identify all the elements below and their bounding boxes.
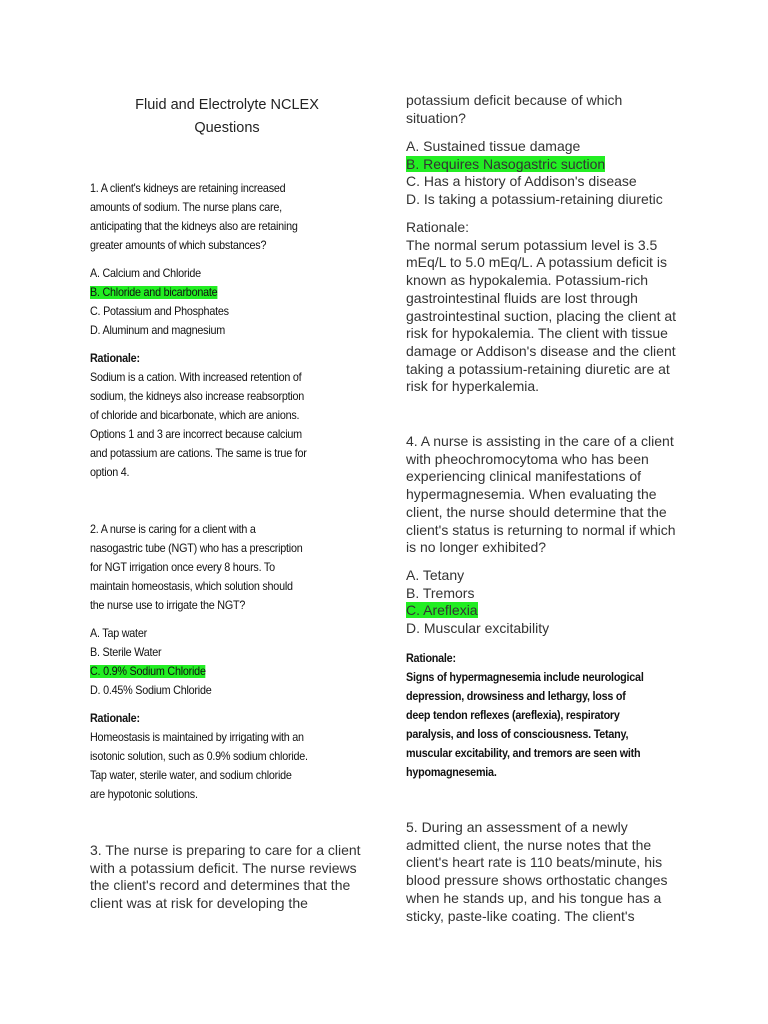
text-line	[90, 463, 307, 482]
text-line	[406, 433, 676, 451]
text-line	[406, 343, 676, 361]
answer-option	[406, 620, 549, 638]
question-3-rationale	[406, 219, 676, 396]
rationale-label	[406, 219, 676, 237]
question-4-stem	[406, 433, 676, 557]
text-line	[90, 577, 302, 596]
text-line	[406, 706, 644, 725]
text-line	[406, 725, 644, 744]
text-line	[406, 872, 667, 890]
correct-answer-highlight: B. Chloride and bicarbonate	[90, 286, 218, 299]
line-text: Sodium is a cation. With increased retention of	[90, 371, 302, 384]
text-line	[406, 325, 676, 343]
question-3-stem	[90, 842, 361, 913]
line-text: anticipating that the kidneys also are retaining	[90, 220, 298, 233]
line-text: 5. During an assessment of a newly	[406, 819, 628, 835]
line-text: the client's record and determines that the	[90, 877, 351, 894]
line-text: muscular excitability, and tremors are seen with	[406, 747, 641, 760]
line-text: client's status is returning to normal if which	[406, 521, 676, 538]
line-text: for NGT irrigation once every 8 hours. To	[90, 561, 275, 574]
line-text: C. Potassium and Phosphates	[90, 305, 229, 318]
title-line: Fluid and Electrolyte NCLEX	[135, 97, 319, 113]
text-line	[90, 728, 308, 747]
line-text: admitted client, the nurse notes that the	[406, 836, 652, 853]
line-text: gastrointestinal suction, placing the client at	[406, 307, 677, 324]
line-text: Rationale:	[406, 652, 456, 665]
text-line	[90, 596, 302, 615]
answer-option	[90, 662, 211, 681]
line-text: A. Calcium and Chloride	[90, 267, 201, 280]
line-text: paralysis, and loss of consciousness. Tetany,	[406, 728, 629, 741]
line-text: potassium deficit because of which	[406, 92, 623, 108]
answer-option	[90, 624, 211, 643]
line-text: damage or Addison's disease and the client	[406, 342, 676, 359]
text-line	[406, 668, 644, 687]
line-text: 2. A nurse is caring for a client with a	[90, 523, 256, 536]
line-text: client was at risk for developing the	[90, 895, 308, 912]
text-line	[90, 860, 361, 878]
answer-option	[406, 602, 549, 620]
line-text: mEq/L to 5.0 mEq/L. A potassium deficit is	[406, 254, 667, 271]
line-text: D. Muscular excitability	[406, 620, 550, 637]
line-text: isotonic solution, such as 0.9% sodium chloride.	[90, 750, 308, 763]
text-line	[406, 378, 676, 396]
text-line	[90, 877, 361, 895]
line-text: maintain homeostasis, which solution should	[90, 580, 293, 593]
question-3-options	[406, 138, 663, 209]
text-line	[406, 110, 622, 128]
line-text: sodium, the kidneys also increase reabsorption	[90, 390, 305, 403]
line-text: Homeostasis is maintained by irrigating with an	[90, 731, 304, 744]
text-line	[90, 236, 298, 255]
line-text: sticky, paste-like coating. The client's	[406, 907, 635, 924]
line-text: when he stands up, and his tongue has a	[406, 889, 662, 906]
line-text: the nurse use to irrigate the NGT?	[90, 599, 246, 612]
answer-option	[90, 264, 229, 283]
answer-option	[90, 643, 211, 662]
correct-answer-highlight: B. Requires Nasogastric suction	[406, 155, 606, 172]
line-text: 1. A client's kidneys are retaining increased	[90, 182, 286, 195]
line-text: known as hypokalemia. Potassium-rich	[406, 272, 648, 289]
line-text: risk for hypokalemia. The client with tissue	[406, 325, 668, 342]
text-line	[406, 451, 676, 469]
line-text: client's heart rate is 110 beats/minute, his	[406, 854, 663, 871]
text-line	[406, 890, 667, 908]
line-text: Tap water, sterile water, and sodium chloride	[90, 769, 292, 782]
rationale-label	[406, 649, 644, 668]
question-3-stem-continued	[406, 92, 622, 127]
line-text: are hypotonic solutions.	[90, 788, 198, 801]
answer-option	[406, 156, 663, 174]
answer-option	[406, 173, 663, 191]
line-text: Rationale:	[90, 352, 140, 365]
question-1-rationale	[90, 349, 323, 482]
text-line	[406, 486, 676, 504]
line-text: amounts of sodium. The nurse plans care,	[90, 201, 282, 214]
text-line	[90, 179, 298, 198]
line-text: deep tendon reflexes (areflexia), respiratory	[406, 709, 620, 722]
line-text: Options 1 and 3 are incorrect because calcium	[90, 428, 302, 441]
line-text: A. Tetany	[406, 567, 465, 583]
answer-option	[90, 321, 229, 340]
text-line	[90, 425, 307, 444]
line-text: risk for hyperkalemia.	[406, 378, 540, 395]
line-text: 3. The nurse is preparing to care for a client	[90, 842, 361, 858]
line-text: Rationale:	[406, 219, 470, 235]
text-line	[406, 361, 676, 379]
document-title	[87, 94, 367, 140]
text-line	[406, 539, 676, 557]
text-line	[406, 908, 667, 926]
line-text: Signs of hypermagnesemia include neurological	[406, 671, 644, 684]
text-line	[406, 237, 676, 255]
line-text: D. 0.45% Sodium Chloride	[90, 684, 212, 697]
text-line	[90, 747, 308, 766]
question-2-stem	[90, 520, 318, 615]
question-2-rationale	[90, 709, 324, 804]
question-2-options	[90, 624, 221, 700]
text-line	[406, 522, 676, 540]
line-text: C. Has a history of Addison's disease	[406, 173, 637, 190]
text-line	[90, 368, 307, 387]
text-line	[90, 198, 298, 217]
line-text: is no longer exhibited?	[406, 539, 547, 556]
line-text: depression, drowsiness and lethargy, loss of	[406, 690, 626, 703]
question-4-options	[406, 567, 549, 638]
text-line	[406, 468, 676, 486]
text-line	[406, 763, 644, 782]
line-text: A. Sustained tissue damage	[406, 138, 581, 154]
line-text: with pheochromocytoma who has been	[406, 450, 649, 467]
text-line	[90, 387, 307, 406]
text-line	[406, 254, 676, 272]
answer-option	[406, 585, 549, 603]
correct-answer-highlight: C. Areflexia	[406, 602, 478, 619]
text-line	[406, 837, 667, 855]
text-line	[406, 290, 676, 308]
text-line	[90, 539, 302, 558]
question-1-stem	[90, 179, 313, 255]
line-text: with a potassium deficit. The nurse reviews	[90, 859, 357, 876]
text-line	[406, 744, 644, 763]
text-line	[90, 217, 298, 236]
line-text: gastrointestinal fluids are lost through	[406, 289, 638, 306]
text-line	[406, 92, 622, 110]
line-text: and potassium are cations. The same is true for	[90, 447, 307, 460]
line-text: greater amounts of which substances?	[90, 239, 267, 252]
text-line	[406, 504, 676, 522]
question-1-options	[90, 264, 239, 340]
rationale-label	[90, 349, 307, 368]
text-line	[406, 272, 676, 290]
line-text: experiencing clinical manifestations of	[406, 468, 642, 485]
line-text: The normal serum potassium level is 3.5	[406, 236, 658, 253]
line-text: of chloride and bicarbonate, which are anions.	[90, 409, 300, 422]
answer-option	[90, 302, 229, 321]
line-text: client, the nurse should determine that the	[406, 503, 667, 520]
title-line: Questions	[194, 120, 260, 136]
text-line	[406, 308, 676, 326]
text-line	[90, 406, 307, 425]
text-line	[90, 558, 302, 577]
line-text: situation?	[406, 109, 466, 126]
line-text: Rationale:	[90, 712, 140, 725]
answer-option	[406, 138, 663, 156]
line-text: taking a potassium-retaining diuretic are at	[406, 360, 670, 377]
line-text: option 4.	[90, 466, 130, 479]
text-line	[90, 785, 308, 804]
line-text: blood pressure shows orthostatic changes	[406, 872, 668, 889]
text-line	[90, 895, 361, 913]
text-line	[90, 842, 361, 860]
line-text: 4. A nurse is assisting in the care of a client	[406, 433, 674, 449]
correct-answer-highlight: C. 0.9% Sodium Chloride	[90, 665, 206, 678]
text-line	[90, 766, 308, 785]
question-4-rationale	[406, 649, 661, 782]
answer-option	[406, 191, 663, 209]
question-5-stem	[406, 819, 667, 925]
line-text: A. Tap water	[90, 627, 147, 640]
rationale-label	[90, 709, 308, 728]
answer-option	[90, 681, 211, 700]
answer-option	[406, 567, 549, 585]
line-text: hypermagnesemia. When evaluating the	[406, 486, 657, 503]
line-text: B. Tremors	[406, 584, 475, 601]
text-line	[406, 819, 667, 837]
line-text: D. Aluminum and magnesium	[90, 324, 226, 337]
answer-option	[90, 283, 229, 302]
text-line	[90, 520, 302, 539]
line-text: B. Sterile Water	[90, 646, 162, 659]
text-line	[406, 687, 644, 706]
text-line	[406, 854, 667, 872]
line-text: nasogastric tube (NGT) who has a prescription	[90, 542, 303, 555]
text-line	[90, 444, 307, 463]
line-text: hypomagnesemia.	[406, 766, 497, 779]
line-text: D. Is taking a potassium-retaining diuretic	[406, 191, 663, 208]
